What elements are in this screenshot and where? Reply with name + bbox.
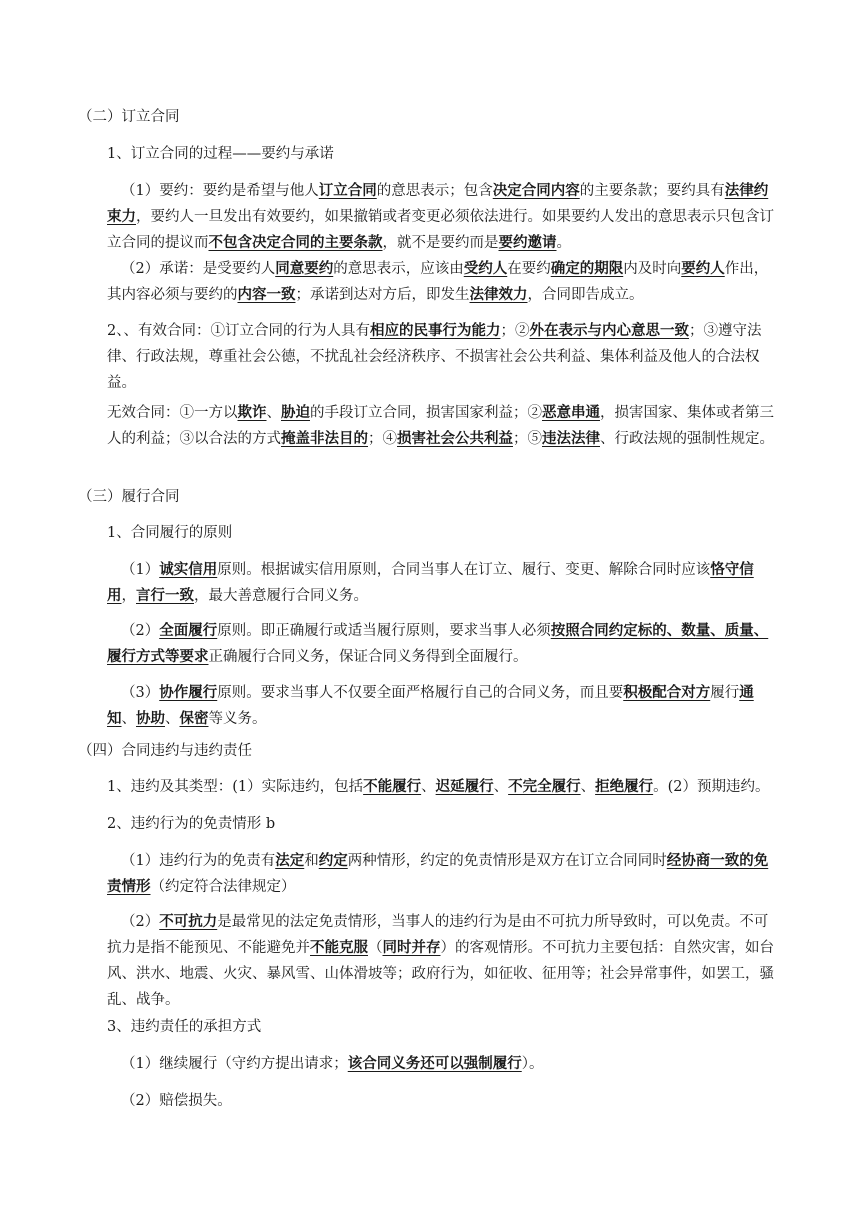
text-run: ；③遵守法律、行政法规，尊重社会公德，不扰乱社会经济秩序、不损害社会公共利益、集体利益及他人的合法权益。 — [107, 323, 762, 391]
key-term: 受约人 — [463, 260, 508, 277]
text-run: ）的客观情形。不可抗力主要包括：自然灾害，如台风、洪水、地震、火灾、暴风雪、山体滑坡等；政府行为，如征收、征用等；社会异常事件，如罢工，骚乱、战争。 — [107, 940, 774, 1008]
key-term: 约定 — [318, 852, 348, 869]
text-run: 正确履行合同义务，保证合同义务得到全面履行。 — [208, 649, 528, 665]
text-run: 的手段订立合同，损害国家利益；② — [310, 405, 542, 421]
key-term: 损害社会公共利益 — [397, 430, 513, 447]
text-run: （四）合同违约与违约责任 — [78, 743, 252, 759]
text-run: ，最大善意履行合同义务。 — [194, 588, 368, 604]
text-run: 和 — [304, 853, 319, 869]
section-heading — [78, 104, 756, 130]
text-run: （二）订立合同 — [78, 109, 180, 125]
text-run: 的主要条款；要约具有 — [579, 183, 725, 199]
text-run: （ — [368, 940, 383, 956]
text-run: 、 — [266, 405, 281, 421]
text-run: （2） — [121, 623, 160, 639]
text-run: ；⑤ — [513, 431, 542, 447]
text-run: 在要约 — [507, 261, 551, 277]
body-paragraph — [107, 1051, 785, 1077]
key-term: 胁迫 — [281, 404, 310, 421]
text-run: （1）违约行为的免责有 — [121, 853, 276, 869]
key-term: 要约人 — [681, 260, 725, 277]
key-term: 掩盖非法目的 — [281, 430, 368, 447]
key-term: 不可抗力 — [159, 913, 218, 930]
body-paragraph — [107, 1088, 785, 1114]
key-term: 协助 — [136, 710, 165, 727]
section-heading — [78, 484, 756, 510]
key-term: 全面履行 — [159, 622, 218, 639]
text-run: 。 — [556, 235, 571, 251]
key-term: 法律效力 — [469, 286, 528, 303]
text-run: 等义务。 — [208, 711, 267, 727]
text-run: 的意思表示；包含 — [376, 183, 493, 199]
text-run: 2、、有效合同：①订立合同的行为人具有 — [107, 323, 370, 339]
sub-heading — [107, 1014, 785, 1040]
text-run: 、 — [493, 779, 509, 795]
text-run: 、 — [421, 779, 436, 795]
key-term: 订立合同 — [318, 182, 377, 199]
key-term: 确定的期限 — [550, 260, 624, 277]
key-term: 决定合同内容 — [492, 182, 580, 199]
text-run: ，就不是要约而是 — [382, 235, 499, 251]
key-term: 保密 — [179, 710, 209, 727]
text-run: 、 — [165, 711, 180, 727]
key-term: 通知 — [107, 684, 754, 727]
text-run: 无效合同：①一方以 — [107, 405, 238, 421]
key-term: 拒绝履行 — [595, 778, 654, 795]
key-term: 法律约束力 — [107, 182, 769, 225]
body-paragraph — [107, 256, 780, 308]
key-term: 该合同义务还可以强制履行 — [347, 1055, 522, 1072]
text-run: 履行 — [710, 685, 740, 701]
text-run: 。(2）预期违约。 — [653, 779, 770, 795]
key-term: 内容一致 — [237, 286, 296, 303]
key-term: 言行一致 — [136, 587, 194, 604]
body-paragraph — [107, 178, 780, 256]
text-run: （1） — [121, 562, 160, 578]
key-term: 同意要约 — [275, 260, 334, 277]
text-run: 、 — [121, 711, 136, 727]
text-run: （1）要约：要约是希望与他人 — [121, 183, 319, 199]
text-run: 是最常见的法定免责情形，当事人的违约行为是由不可抗力所导致时，可以免责。不可抗力是指不能预见、不能避免并 — [107, 914, 769, 956]
key-term: 不包含决定合同的主要条款 — [208, 234, 383, 251]
text-run: 1、合同履行的原则 — [107, 525, 233, 541]
text-run: 2、违约行为的免责情形 b — [107, 816, 276, 832]
text-run: （约定符合法律规定） — [150, 879, 296, 895]
key-term: 要约邀请 — [498, 234, 557, 251]
text-run: （2） — [121, 914, 160, 930]
key-term: 欺诈 — [237, 404, 267, 421]
text-run: （2）承诺：是受要约人 — [121, 261, 276, 277]
key-term: 诚实信用 — [159, 561, 218, 578]
key-term: 迟延履行 — [435, 778, 494, 795]
key-term: 违法法律 — [542, 430, 600, 447]
text-run: ，合同即告成立。 — [527, 287, 644, 303]
body-paragraph — [107, 618, 780, 670]
list-paragraph — [107, 400, 780, 452]
text-run: 的意思表示，应该由 — [333, 261, 464, 277]
text-run: 1、违约及其类型：(1）实际违约，包括 — [107, 779, 364, 795]
text-run: 两种情形，约定的免责情形是双方在订立合同同时 — [347, 853, 667, 869]
text-run: （三）履行合同 — [78, 489, 180, 505]
text-run: 3、违约责任的承担方式 — [107, 1019, 262, 1035]
text-run: 原则。根据诚实信用原则，合同当事人在订立、履行、变更、解除合同时应该 — [217, 562, 711, 578]
text-run: （2）赔偿损失。 — [121, 1093, 232, 1109]
sub-heading — [107, 811, 785, 837]
key-term: 不完全履行 — [508, 778, 581, 795]
text-run: ）。 — [521, 1056, 544, 1072]
text-run: （3） — [121, 685, 160, 701]
body-paragraph — [107, 557, 780, 609]
text-run: ，损害国家、集体或者第三人的利益；③以合法的方式 — [107, 405, 774, 447]
list-paragraph — [107, 318, 780, 396]
text-run: 原则。即正确履行或适当履行原则，要求当事人必须 — [217, 623, 551, 639]
text-run: 作出，其内容必须与要约的 — [107, 261, 769, 303]
text-run: ；④ — [368, 431, 397, 447]
sub-heading — [107, 141, 785, 167]
key-term: 同时并存 — [382, 939, 441, 956]
text-run: ；承诺到达对方后，即发生 — [295, 287, 470, 303]
sub-heading — [107, 774, 787, 800]
key-term: 不能履行 — [363, 778, 422, 795]
text-run: ，要约人一旦发出有效要约，如果撤销或者变更必须依法进行。如果要约人发出的意思表示只包含订立合同的提议而 — [107, 209, 774, 251]
key-term: 协作履行 — [159, 684, 218, 701]
body-paragraph — [107, 680, 780, 732]
key-term: 恪守信用 — [107, 561, 754, 604]
text-run: 、 — [580, 779, 596, 795]
text-run: ， — [121, 588, 136, 604]
key-term: 不能克服 — [310, 939, 368, 956]
text-run: 、行政法规的强制性规定。 — [600, 431, 774, 447]
key-term: 按照合同约定标的、数量、质量、履行方式等要求 — [107, 622, 769, 665]
key-term: 恶意串通 — [542, 404, 600, 421]
text-run: ；② — [500, 323, 530, 339]
sub-heading — [107, 520, 785, 546]
text-run: （1）继续履行（守约方提出请求； — [121, 1056, 348, 1072]
key-term: 积极配合对方 — [623, 684, 711, 701]
key-term: 相应的民事行为能力 — [369, 322, 501, 339]
body-paragraph — [107, 848, 780, 900]
key-term: 经协商一致的免责情形 — [107, 852, 769, 895]
text-run: 原则。要求当事人不仅要全面严格履行自己的合同义务，而且要 — [217, 685, 624, 701]
text-run: 1、订立合同的过程——要约与承诺 — [107, 146, 334, 162]
key-term: 外在表示与内心意思一致 — [529, 322, 689, 339]
body-paragraph — [107, 909, 780, 1013]
section-heading — [78, 738, 756, 764]
key-term: 法定 — [275, 852, 305, 869]
text-run: 内及时向 — [623, 261, 682, 277]
